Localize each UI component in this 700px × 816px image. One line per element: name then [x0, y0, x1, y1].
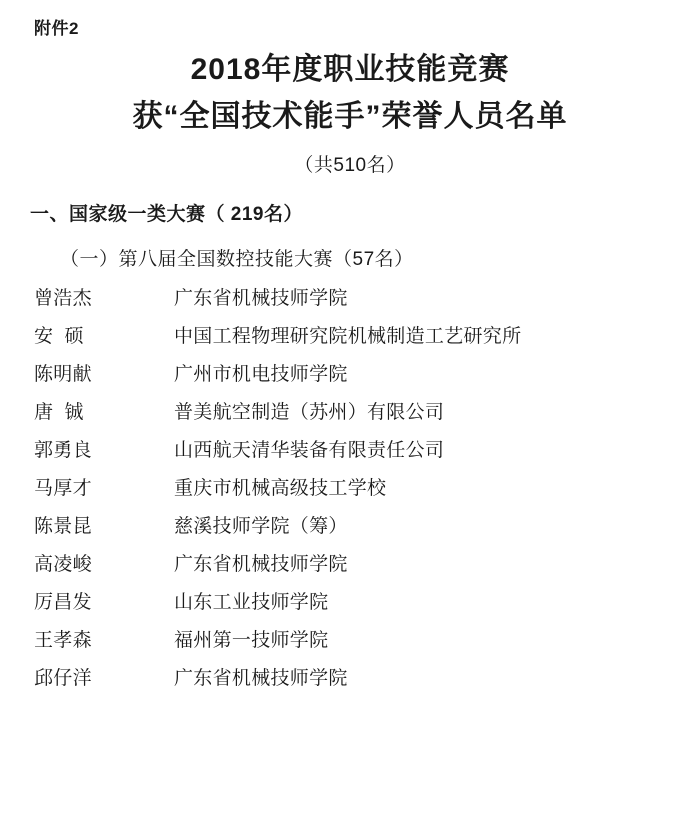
person-name: 高凌峻: [34, 554, 92, 575]
person-organization: 广东省机械技师学院: [174, 554, 348, 575]
person-name: 郭勇良: [34, 440, 92, 461]
person-organization: 福州第一技师学院: [174, 630, 329, 651]
person-name: 安 硕: [34, 326, 84, 347]
person-organization: 重庆市机械高级技工学校: [174, 478, 387, 499]
list-item: [34, 587, 670, 614]
title-line-2: 获“全国技术能手”荣誉人员名单: [132, 99, 568, 133]
person-name: 马厚才: [34, 478, 92, 499]
person-organization: 广州市机电技师学院: [174, 364, 348, 385]
list-item: [34, 435, 670, 462]
document-title: [30, 47, 670, 140]
person-organization: 普美航空制造（苏州）有限公司: [174, 402, 445, 423]
list-item: [34, 321, 670, 348]
attachment-label: 附件2: [34, 19, 79, 38]
document-subtitle: （共510名）: [294, 155, 406, 176]
person-organization: 山东工业技师学院: [174, 592, 329, 613]
person-name: 邱仔洋: [34, 668, 92, 689]
list-item: [34, 511, 670, 538]
list-item: [34, 473, 670, 500]
list-item: [34, 397, 670, 424]
person-name: 王孝森: [34, 630, 92, 651]
person-name: 厉昌发: [34, 592, 92, 613]
person-name: 陈明献: [34, 364, 92, 385]
person-organization: 广东省机械技师学院: [174, 668, 348, 689]
title-line-1: 2018年度职业技能竞赛: [190, 53, 510, 86]
list-item: [34, 663, 670, 690]
person-organization: 中国工程物理研究院机械制造工艺研究所: [174, 326, 522, 347]
person-organization: 山西航天清华装备有限责任公司: [174, 440, 445, 461]
person-organization: 广东省机械技师学院: [174, 288, 348, 309]
section-heading: 一、国家级一类大赛（ 219名）: [30, 204, 303, 225]
sub-heading: （一）第八届全国数控技能大赛（57名）: [60, 249, 414, 270]
person-organization: 慈溪技师学院（筹）: [174, 516, 348, 537]
name-list: [34, 283, 670, 690]
list-item: [34, 549, 670, 576]
list-item: [34, 625, 670, 652]
list-item: [34, 283, 670, 310]
person-name: 唐 铖: [34, 402, 84, 423]
person-name: 曾浩杰: [34, 288, 92, 309]
person-name: 陈景昆: [34, 516, 92, 537]
list-item: [34, 359, 670, 386]
